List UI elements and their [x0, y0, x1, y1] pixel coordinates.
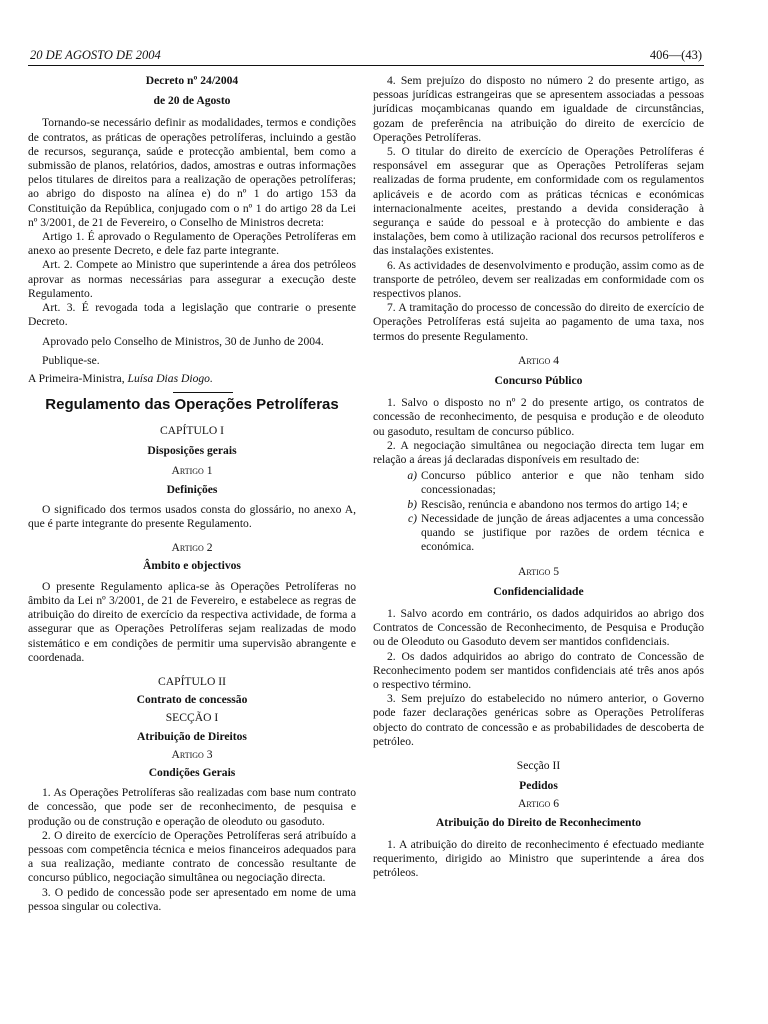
decree-title: Decreto nº 24/2004 [145, 74, 239, 87]
article-3-title: Condições Gerais [148, 765, 236, 779]
article-5-title: Confidencialidade [493, 584, 584, 598]
list-item-text: Rescisão, renúncia e abandono nos termos do artigo 14; e [421, 497, 688, 511]
article-3-para-6: 6. As actividades de desenvolvimento e produção, assim como as de transporte de petróleo, devem ser realizadas em conformidade com os respectivos planos. [373, 258, 704, 301]
signature-prefix: A Primeira-Ministra, [28, 371, 125, 385]
approval-line: Aprovado pelo Conselho de Ministros, 30 de Junho de 2004. [42, 335, 324, 349]
article-2-label: Artigo 2 [171, 541, 213, 555]
chapter-2-title: Contrato de concessão [136, 693, 248, 707]
article-5-para-3: 3. Sem prejuízo do estabelecido no número anterior, o Governo pode fazer declarações genéricas sobre as Operações Petrolíferas objecto do contrato de concessão e as probabilidades de descoberta de petróleo. [373, 692, 704, 748]
header-date: 20 DE AGOSTO DE 2004 [30, 48, 161, 62]
article-1-title: Definições [166, 482, 218, 496]
list-item-text: Concurso público anterior e que não tenham sido concessionadas; [421, 469, 704, 497]
article-1-label: Artigo 1 [171, 464, 213, 478]
list-item-label: c) [407, 511, 417, 525]
article-3-para-5: 5. O titular do direito de exercício de Operações Petrolíferas é responsável em assegurar que as Operações Petrolíferas sejam realizadas de forma prudente, em conformidade com os regulamentos aplicáveis e de acordo com as práticas técnicas e económicas internacionalmente aceites, prestando a devida consideração à segurança e saúde do pessoal e à protecção do ambiente e das instalações, bem como à utilização racional dos recursos petrolíferos e das instalações existentes. [373, 145, 704, 258]
article-6-title: Atribuição do Direito de Reconhecimento [435, 815, 642, 829]
article-5-para-1: 1. Salvo acordo em contrário, os dados adquiridos ao abrigo dos Contratos de Concessão de Reconhecimento, de Pesquisa e Produção ou de Oleoduto ou Gasoduto devem ser mantidos confidenciais. [373, 606, 704, 649]
section-2: Secção II [516, 758, 561, 772]
right-column [373, 74, 704, 880]
chapter-1: CAPÍTULO I [159, 424, 225, 438]
preamble: Tornando-se necessário definir as modalidades, termos e condições de contratos, as práticas de operações petrolíferas, incluindo a gestão de recursos, segurança, saúde e protecção ambiental, bem como a submissão de planos, relatórios, dados, amostras e outras informações pelos titulares de direitos para a realização de operações petrolíferas; ao abrigo do disposto na alínea e) do nº 1 do artigo 153 da Constituição da República, conjugado com o nº 1 do artigo 28 da Lei nº 3/2001, de 21 de Fevereiro, o Conselho de Ministros decreta: [28, 116, 356, 229]
regulation-title: Regulamento das Operações Petrolíferas [28, 396, 356, 414]
list-item [373, 469, 704, 497]
article-6-para-1: 1. A atribuição do direito de reconhecimento é efectuado mediante requerimento, dirigido ao Ministro que superintende a área dos petróleos. [373, 837, 704, 880]
article-2-text: O presente Regulamento aplica-se às Operações Petrolíferas no âmbito da Lei nº 3/2001, de 21 de Fevereiro, e estabelece as regras de atribuição do direito de exercício da respectiva actividade, de forma a assegurar que as Operações Petrolíferas sejam realizadas de modo sistemático e em condições de permitir uma supervisão abrangente e coordenada. [28, 579, 356, 664]
article-1-text: O significado dos termos usados consta do glossário, no anexo A, que é parte integrante do presente Regulamento. [28, 502, 356, 531]
article-4-list [373, 469, 704, 554]
left-column [28, 74, 356, 914]
chapter-2: CAPÍTULO II [158, 674, 226, 688]
signature-name: Luísa Dias Diogo. [127, 371, 213, 385]
page-header [28, 47, 704, 66]
article-4-label: Artigo 4 [517, 353, 560, 367]
list-item [373, 498, 704, 512]
article-5-label: Artigo 5 [517, 564, 560, 578]
article-3-para-3: 3. O pedido de concessão pode ser apresentado em nome de uma pessoa singular ou colectiva. [28, 885, 356, 913]
decree-date: de 20 de Agosto [153, 94, 231, 108]
article-5-para-2: 2. Os dados adquiridos ao abrigo do contrato de Concessão de Reconhecimento podem ser mantidos confidenciais até três anos após o respectivo término. [373, 649, 704, 691]
article-3-para-4: 4. Sem prejuízo do disposto no número 2 do presente artigo, as pessoas jurídicas estrangeiras que se apresentem associadas a pessoas jurídicas moçambicanas quando em igualdade de circunstâncias, gozam de preferência na atribuição do direito de exercício de Operações Petrolíferas. [373, 74, 704, 144]
list-item-label: a) [407, 469, 417, 483]
article-4-para-1: 1. Salvo o disposto no nº 2 do presente artigo, os contratos de concessão de reconhecimento, de pesquisa e produção e de oleoduto ou gasoduto, resultam de concurso público. [373, 396, 704, 438]
list-item-label: b) [407, 497, 417, 511]
chapter-1-title: Disposições gerais [147, 444, 237, 458]
article-2-title: Âmbito e objectivos [143, 559, 241, 573]
article-6-label: Artigo 6 [517, 797, 560, 811]
list-item [373, 512, 704, 555]
article-3-para-7: 7. A tramitação do processo de concessão do direito de exercício de Operações Petrolíferas está sujeita ao pagamento de uma taxa, nos termos do presente Regulamento. [373, 301, 704, 343]
section-2-title: Pedidos [519, 779, 558, 793]
decree-article-2: Art. 2. Compete ao Ministro que superintende a área dos petróleos aprovar as normas necessárias para assegurar a execução deste Regulamento. [28, 258, 356, 300]
header-page-number: 406—(43) [649, 48, 702, 62]
section-1: SECÇÃO I [165, 711, 219, 725]
article-4-para-2: 2. A negociação simultânea ou negociação directa tem lugar em relação a áreas já declaradas disponíveis em resultado de: [373, 438, 704, 467]
article-4-title: Concurso Público [494, 374, 583, 388]
article-3-para-2: 2. O direito de exercício de Operações Petrolíferas será atribuído a pessoas com competência técnica e meios financeiros adequados para a sua realização, mediante contrato de concessão resultante de concurso público, negociação simultânea ou negociação directa. [28, 828, 356, 885]
section-1-title: Atribuição de Direitos [137, 729, 247, 743]
publish-line: Publique-se. [42, 353, 100, 367]
decree-article-1: Artigo 1. É aprovado o Regulamento de Operações Petrolíferas em anexo ao presente Decreto, e dele faz parte integrante. [28, 230, 356, 258]
signature [28, 372, 356, 386]
list-item-text: Necessidade de junção de áreas adjacentes a uma concessão quando se justifique por razões de ordem técnica e económica. [421, 511, 704, 554]
article-3-label: Artigo 3 [171, 747, 213, 761]
decree-article-3: Art. 3. É revogada toda a legislação que contrarie o presente Decreto. [28, 301, 356, 329]
article-3-para-1: 1. As Operações Petrolíferas são realizadas com base num contrato de concessão, que pode ser de reconhecimento, de pesquisa e produção ou de construção e operação de oleoduto ou gasoduto. [28, 786, 356, 828]
